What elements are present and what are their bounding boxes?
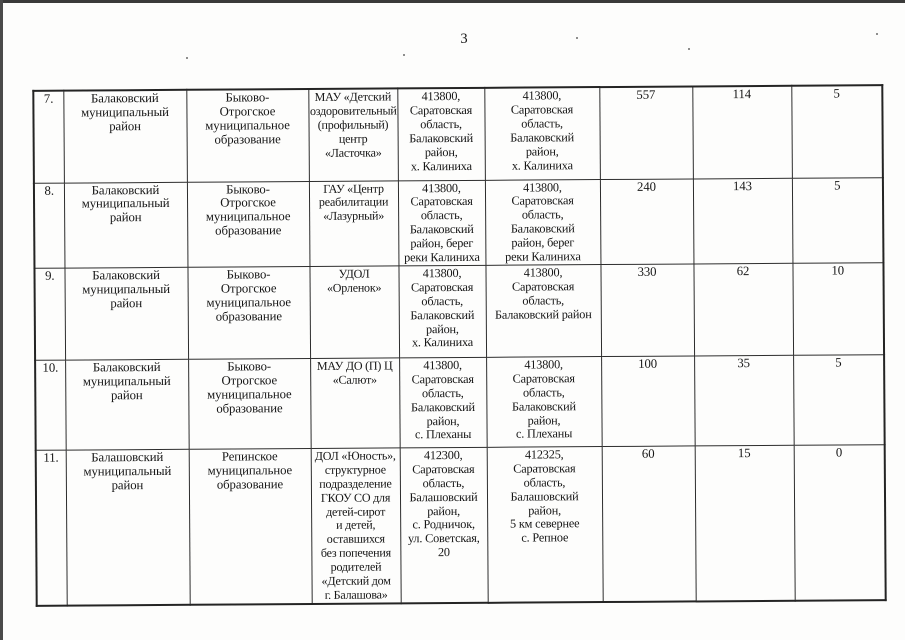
organization-cell: ДОЛ «Юность», структурное подразделение ГКОУ СО для детей-сирот и детей, оставшихся без попечения родителей «Детский дом г. Балашова»	[311, 448, 401, 604]
district-cell: Балаковский муниципальный район	[64, 182, 188, 268]
municipality-cell: Репинское муниципальное образование	[189, 448, 312, 604]
table-row	[34, 177, 884, 268]
organization-cell: МАУ ДО (П) Ц «Салют»	[310, 358, 400, 449]
value-2-cell: 143	[693, 178, 793, 264]
value-2-cell: 62	[693, 263, 793, 356]
scan-edge-top	[0, 0, 905, 3]
table-row	[35, 355, 885, 451]
scan-speck	[688, 48, 690, 50]
municipality-cell: Быково- Отрогское муниципальное образование	[187, 181, 310, 267]
district-cell: Балаковский муниципальный район	[65, 359, 189, 450]
value-3-cell: 10	[792, 263, 884, 356]
table-row	[33, 85, 883, 183]
row-number-cell: 9.	[34, 268, 65, 360]
camps-register-table	[32, 84, 886, 607]
value-3-cell: 5	[791, 85, 883, 178]
value-3-cell: 0	[794, 445, 886, 601]
address-2-cell: 413800, Саратовская область, Балаковский район	[485, 265, 601, 358]
value-2-cell: 15	[695, 445, 795, 601]
address-1-cell: 413800, Саратовская область, Балаковский район, с. Плеханы	[399, 357, 487, 448]
district-cell: Балаковский муниципальный район	[64, 267, 188, 360]
scan-speck	[186, 57, 188, 59]
municipality-cell: Быково- Отрогское муниципальное образование	[187, 266, 310, 359]
address-2-cell: 413800, Саратовская область, Балаковский район, х. Калиниха	[484, 87, 600, 180]
address-1-cell: 413800, Саратовская область, Балаковский район, берег реки Калиниха	[398, 180, 486, 266]
address-1-cell: 412300, Саратовская область, Балашовский район, с. Родничок, ул. Советская, 20	[400, 447, 488, 603]
organization-cell: ГАУ «Центр реабилитации «Лазурный»	[309, 180, 399, 266]
scan-speck	[403, 54, 405, 56]
row-number-cell: 7.	[33, 91, 64, 183]
value-2-cell: 114	[692, 86, 792, 179]
row-number-cell: 10.	[35, 360, 66, 450]
row-number-cell: 8.	[34, 183, 65, 269]
value-1-cell: 60	[602, 446, 696, 602]
address-2-cell: 412325, Саратовская область, Балашовский район, 5 км севернее с. Репное	[487, 446, 603, 602]
value-3-cell: 5	[792, 177, 884, 263]
page-number: 3	[460, 31, 468, 47]
value-2-cell: 35	[694, 355, 794, 446]
address-2-cell: 413800, Саратовская область, Балаковский район, берег реки Калиниха	[485, 179, 601, 265]
row-number-cell: 11.	[36, 450, 67, 606]
municipality-cell: Быково- Отрогское муниципальное образование	[186, 89, 309, 182]
organization-cell: УДОЛ «Орленок»	[309, 266, 399, 359]
district-cell: Балашовский муниципальный район	[66, 449, 190, 605]
district-cell: Балаковский муниципальный район	[63, 90, 187, 183]
table-row	[36, 445, 886, 606]
value-1-cell: 330	[600, 264, 694, 357]
value-1-cell: 100	[601, 356, 695, 447]
scan-edge-left	[0, 0, 3, 640]
value-1-cell: 240	[600, 178, 694, 264]
address-1-cell: 413800, Саратовская область, Балаковский район, х. Калиниха	[398, 265, 486, 358]
value-1-cell: 557	[599, 86, 693, 179]
value-3-cell: 5	[793, 355, 885, 446]
scan-speck	[576, 37, 578, 39]
organization-cell: МАУ «Детский оздоровительный (профильный) центр «Ласточка»	[308, 88, 398, 181]
municipality-cell: Быково- Отрогское муниципальное образование	[188, 358, 311, 449]
scan-speck	[876, 33, 878, 35]
table-row	[34, 263, 884, 361]
address-2-cell: 413800, Саратовская область, Балаковский район, с. Плеханы	[486, 356, 602, 447]
address-1-cell: 413800, Саратовская область, Балаковский район, х. Калиниха	[397, 88, 485, 181]
